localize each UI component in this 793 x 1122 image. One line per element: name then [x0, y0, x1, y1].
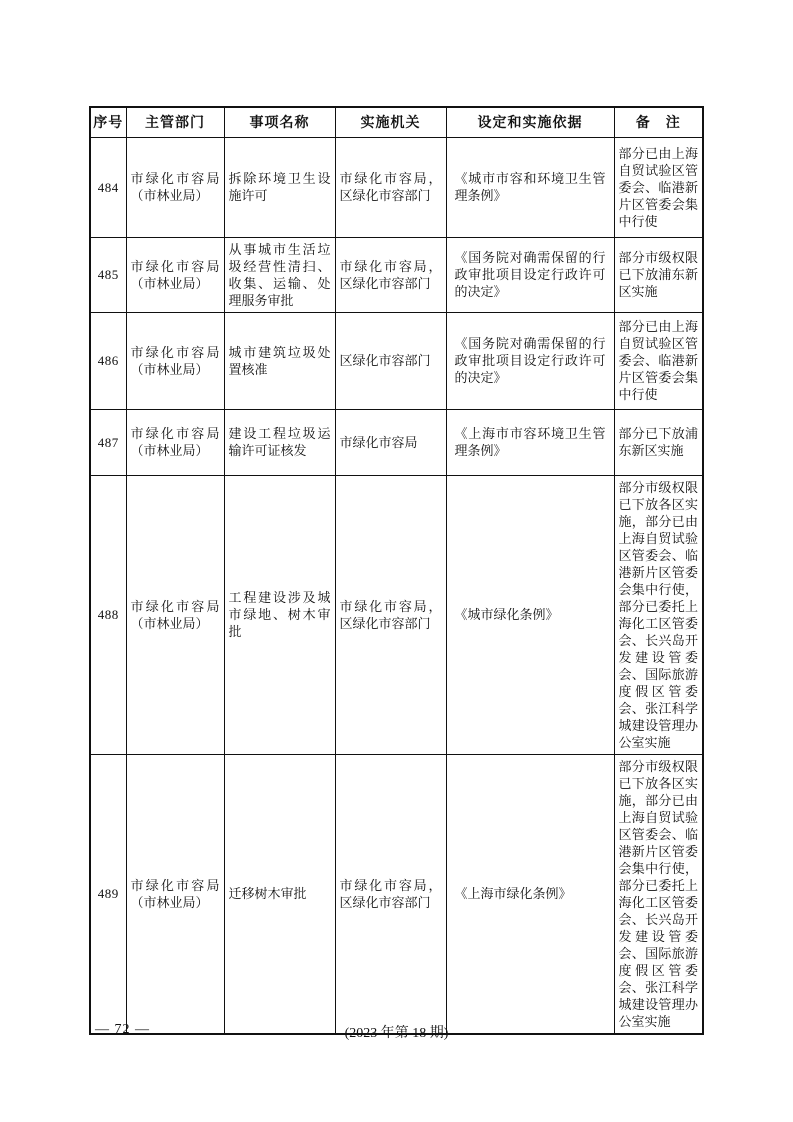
cell-department: 市绿化市容局（市林业局） [126, 409, 224, 475]
cell-department: 市绿化市容局（市林业局） [126, 754, 224, 1034]
table-row-489 [90, 754, 703, 1034]
cell-basis: 《国务院对确需保留的行政审批项目设定行政许可的决定》 [446, 312, 614, 409]
cell-remarks: 部分市级权限已下放浦东新区实施 [614, 237, 703, 312]
cell-department: 市绿化市容局（市林业局） [126, 237, 224, 312]
col-header-implementing-agency: 实施机关 [335, 107, 446, 137]
cell-item-name: 城市建筑垃圾处置核准 [224, 312, 335, 409]
cell-remarks: 部分市级权限已下放各区实施，部分已由上海自贸试验区管委会、临港新片区管委会集中行使，部分已委托上海化工区管委会、长兴岛开发建设管委会、国际旅游度假区管委会、张江科学城建设管理办公室实施 [614, 754, 703, 1034]
cell-implementing-agency: 区绿化市容部门 [335, 312, 446, 409]
table-row-487 [90, 409, 703, 475]
permit-items-table [89, 106, 704, 1035]
table-body [90, 137, 703, 1034]
cell-implementing-agency: 市绿化市容局 [335, 409, 446, 475]
col-header-department: 主管部门 [126, 107, 224, 137]
table-row-486 [90, 312, 703, 409]
cell-remarks: 部分市级权限已下放各区实施，部分已由上海自贸试验区管委会、临港新片区管委会集中行使，部分已委托上海化工区管委会、长兴岛开发建设管委会、国际旅游度假区管委会、张江科学城建设管理办公室实施 [614, 475, 703, 754]
cell-implementing-agency: 市绿化市容局，区绿化市容部门 [335, 237, 446, 312]
cell-serial: 489 [90, 754, 126, 1034]
cell-department: 市绿化市容局（市林业局） [126, 475, 224, 754]
cell-serial: 487 [90, 409, 126, 475]
page-number: — 72 — [95, 1022, 150, 1037]
cell-basis: 《国务院对确需保留的行政审批项目设定行政许可的决定》 [446, 237, 614, 312]
page-footer [0, 1022, 793, 1042]
cell-serial: 485 [90, 237, 126, 312]
cell-implementing-agency: 市绿化市容局，区绿化市容部门 [335, 754, 446, 1034]
cell-basis: 《城市绿化条例》 [446, 475, 614, 754]
issue-label: (2023 年第 18 期) [344, 1026, 449, 1041]
cell-department: 市绿化市容局（市林业局） [126, 137, 224, 237]
cell-basis: 《上海市市容环境卫生管理条例》 [446, 409, 614, 475]
cell-item-name: 从事城市生活垃圾经营性清扫、收集、运输、处理服务审批 [224, 237, 335, 312]
cell-remarks: 部分已由上海自贸试验区管委会、临港新片区管委会集中行使 [614, 312, 703, 409]
table-header [90, 107, 703, 137]
col-header-basis: 设定和实施依据 [446, 107, 614, 137]
cell-remarks: 部分已由上海自贸试验区管委会、临港新片区管委会集中行使 [614, 137, 703, 237]
table-row-488 [90, 475, 703, 754]
cell-basis: 《城市市容和环境卫生管理条例》 [446, 137, 614, 237]
table-row-484 [90, 137, 703, 237]
cell-implementing-agency: 市绿化市容局，区绿化市容部门 [335, 137, 446, 237]
cell-basis: 《上海市绿化条例》 [446, 754, 614, 1034]
col-header-item-name: 事项名称 [224, 107, 335, 137]
table-row-485 [90, 237, 703, 312]
cell-serial: 486 [90, 312, 126, 409]
cell-remarks: 部分已下放浦东新区实施 [614, 409, 703, 475]
cell-item-name: 建设工程垃圾运输许可证核发 [224, 409, 335, 475]
cell-serial: 484 [90, 137, 126, 237]
col-header-serial: 序号 [90, 107, 126, 137]
header-row [90, 107, 703, 137]
cell-item-name: 拆除环境卫生设施许可 [224, 137, 335, 237]
cell-department: 市绿化市容局（市林业局） [126, 312, 224, 409]
cell-serial: 488 [90, 475, 126, 754]
cell-item-name: 工程建设涉及城市绿地、树木审批 [224, 475, 335, 754]
cell-item-name: 迁移树木审批 [224, 754, 335, 1034]
cell-implementing-agency: 市绿化市容局，区绿化市容部门 [335, 475, 446, 754]
col-header-remarks: 备 注 [614, 107, 703, 137]
